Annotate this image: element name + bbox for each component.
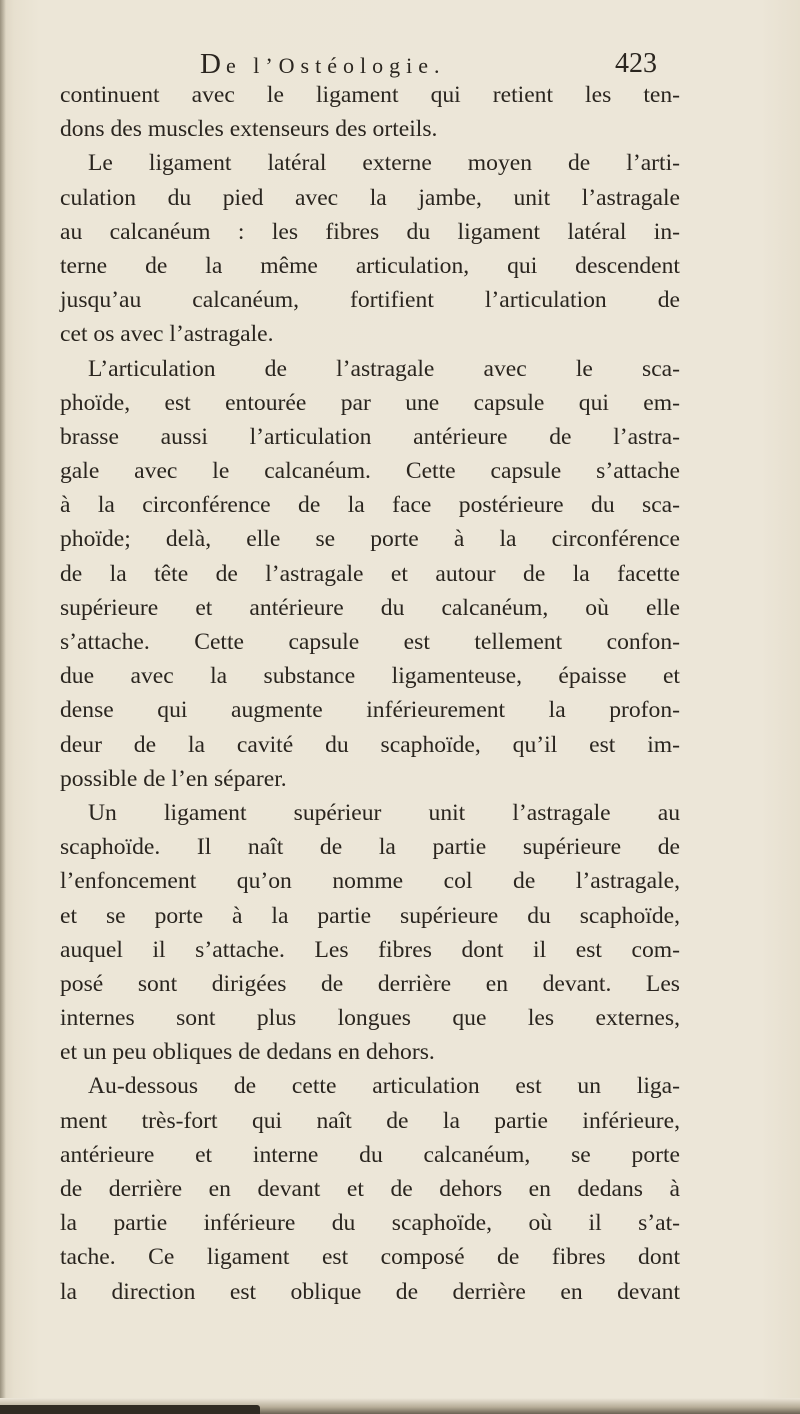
text-line: L’articulation de l’astragale avec le sca- [88, 355, 680, 382]
text-line: de derrière en devant et de dehors en dedans à [60, 1176, 680, 1202]
text-line: à la circonférence de la face postérieure du sca- [60, 492, 680, 519]
text-line: Au-dessous de cette articulation est un liga- [88, 1073, 680, 1100]
text-line: la partie inférieure du scaphoïde, où il s’at- [60, 1210, 680, 1237]
text-line: s’attache. Cette capsule est tellement confon- [60, 629, 680, 655]
text-line: brasse aussi l’articulation antérieure de l’astra- [60, 423, 680, 450]
text-line: ment très-fort qui naît de la partie inférieure, [60, 1107, 680, 1134]
text-line: auquel il s’attache. Les fibres dont il est com- [60, 936, 680, 963]
text-line: cet os avec l’astragale. [60, 321, 274, 348]
page-bottom-shadow [0, 1405, 260, 1414]
text-line: culation du pied avec la jambe, unit l’astragale [60, 184, 680, 211]
text-line: internes sont plus longues que les externes, [60, 1005, 680, 1032]
text-line: de la tête de l’astragale et autour de la facette [60, 560, 680, 587]
text-line: possible de l’en séparer. [60, 765, 287, 792]
text-line: la direction est oblique de derrière en devant [60, 1278, 680, 1305]
text-line: deur de la cavité du scaphoïde, qu’il est im- [60, 731, 680, 758]
text-line: Un ligament supérieur unit l’astragale au [88, 799, 680, 826]
text-line: jusqu’au calcanéum, fortifient l’articulation de [60, 287, 680, 314]
text-line: phoïde, est entourée par une capsule qui em- [60, 389, 680, 416]
text-line: gale avec le calcanéum. Cette capsule s’attache [60, 458, 680, 485]
body-text [60, 78, 680, 1309]
text-line: dons des muscles extenseurs des orteils. [60, 116, 438, 143]
text-line: phoïde; delà, elle se porte à la circonférence [60, 526, 680, 553]
binding-gutter-shadow [0, 0, 6, 1414]
text-line: et un peu obliques de dedans en dehors. [60, 1039, 435, 1066]
text-line: Le ligament latéral externe moyen de l’arti- [88, 150, 680, 177]
text-line: terne de la même articulation, qui descendent [60, 252, 680, 279]
text-line: continuent avec le ligament qui retient les ten- [60, 82, 680, 108]
text-line: dense qui augmente inférieurement la profon- [60, 697, 680, 724]
text-line: antérieure et interne du calcanéum, se porte [60, 1141, 680, 1168]
page-number: 423 [615, 48, 657, 79]
text-line: due avec la substance ligamenteuse, épaisse et [60, 663, 680, 690]
text-line: au calcanéum : les fibres du ligament latéral in- [60, 218, 680, 245]
text-line: posé sont dirigées de derrière en devant. Les [60, 970, 680, 997]
running-title-rest: e l’Ostéologie. [225, 53, 446, 78]
text-line: l’enfoncement qu’on nomme col de l’astragale, [60, 868, 680, 895]
text-line: scaphoïde. Il naît de la partie supérieure de [60, 834, 680, 861]
text-line: supérieure et antérieure du calcanéum, où elle [60, 594, 680, 621]
text-line: tache. Ce ligament est composé de fibres dont [60, 1244, 680, 1271]
text-line: et se porte à la partie supérieure du scaphoïde, [60, 902, 680, 929]
running-title-initial: D [200, 48, 226, 80]
